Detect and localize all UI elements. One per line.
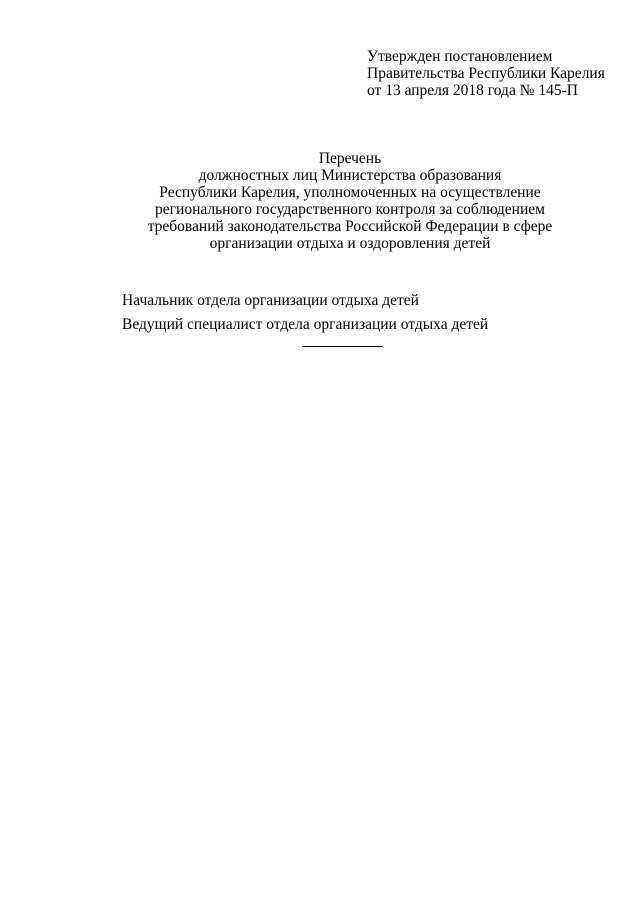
approval-line: Правительства Республики Карелия — [367, 65, 605, 82]
positions-list — [122, 292, 488, 340]
position-item: Начальник отдела организации отдыха детей — [122, 292, 419, 309]
title-line: требований законодательства Российской Федерации в сфере — [147, 218, 553, 235]
title-line: организации отдыха и оздоровления детей — [209, 235, 491, 252]
approval-line: Утвержден постановлением — [367, 48, 553, 65]
position-item: Ведущий специалист отдела организации отдыха детей — [122, 316, 489, 333]
title-line: Перечень — [318, 150, 382, 167]
end-separator-line — [302, 346, 383, 347]
approval-stamp — [367, 48, 605, 99]
title-line: должностных лиц Министерства образования — [198, 167, 502, 184]
title-line: Республики Карелия, уполномоченных на осуществление — [159, 184, 541, 201]
title-line: регионального государственного контроля за соблюдением — [155, 201, 545, 218]
document-title — [0, 150, 640, 252]
approval-line: от 13 апреля 2018 года № 145-П — [367, 82, 578, 99]
